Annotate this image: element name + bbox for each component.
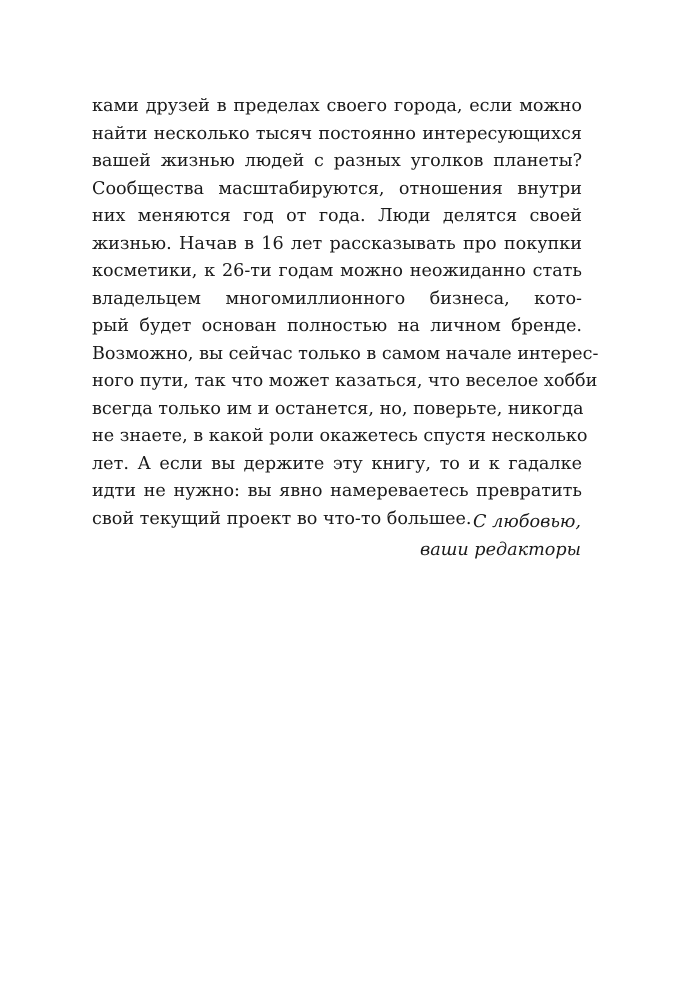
text-line: ками друзей в пределах своего города, если можно [92,96,582,116]
signature-name: ваши редакторы [419,539,581,560]
text-line: свой текущий проект во что-то большее. [92,508,472,529]
text-line: жизнью. Начав в 16 лет рассказывать про покупки [92,233,582,254]
text-line: найти несколько тысяч постоянно интересующихся [92,123,582,144]
signature [420,509,581,564]
text-line: Сообщества масштабируются, отношения внутри [92,178,582,199]
text-line: Возможно, вы сейчас только в самом начале интерес- [92,343,599,364]
text-line: владельцем многомиллионного бизнеса, кото- [92,288,582,309]
body-text [92,93,599,533]
text-line: идти не нужно: вы явно намереваетесь превратить [92,481,582,501]
text-line: вашей жизнью людей с разных уголков планеты? [92,151,582,171]
text-line: не знаете, в какой роли окажетесь спустя несколько [92,426,588,446]
text-line: рый будет основан полностью на личном бренде. [92,316,582,336]
text-line: ного пути, так что может казаться, что веселое хобби [92,371,598,391]
text-line: косметики, к 26-ти годам можно неожиданно стать [92,261,582,281]
text-line: лет. А если вы держите эту книгу, то и к гадалке [92,453,582,474]
text-line: них меняются год от года. Люди делятся своей [92,206,582,226]
signature-closing: С любовью, [473,512,581,532]
text-line: всегда только им и останется, но, поверьте, никогда [92,398,584,419]
